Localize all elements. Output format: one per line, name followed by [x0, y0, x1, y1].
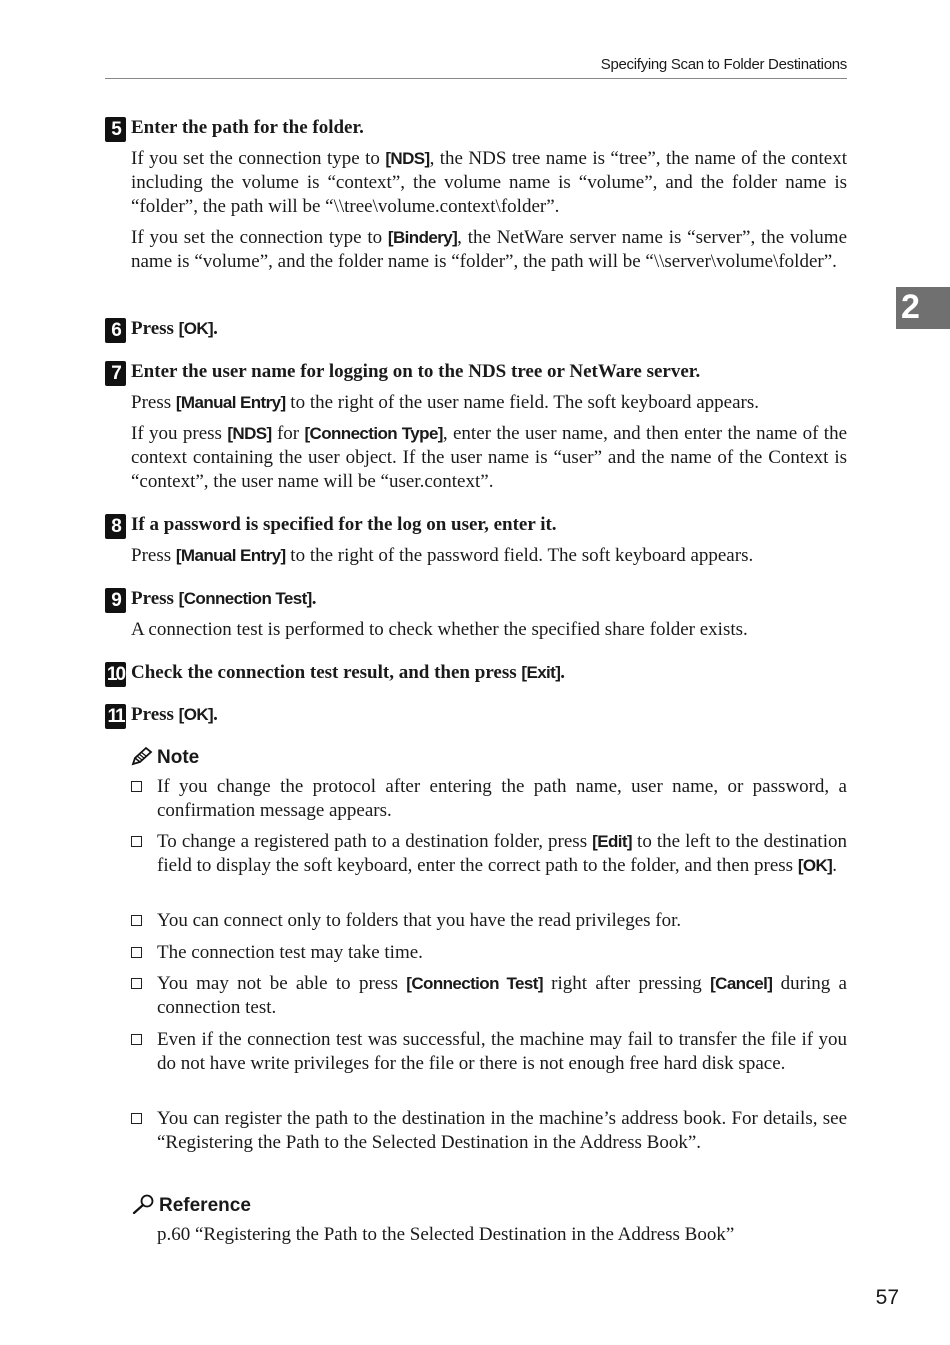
- note-item: [131, 775, 847, 823]
- page-header: [105, 56, 847, 79]
- key-label: [OK]: [178, 705, 214, 724]
- key-label: [Bindery]: [387, 228, 458, 247]
- step-paragraph: If you press [NDS] for [Connection Type], enter the user name, and then enter the name of the context containing the user object. If the user name is “user” and the name of the Context is “context”, the user name will be “user.context”.: [131, 423, 848, 492]
- note-text: Even if the connection test was successful, the machine may fail to transfer the file if you do not have write privileges for the file or there is not enough free hard disk space.: [157, 1029, 847, 1074]
- key-label: [Cancel]: [710, 974, 773, 993]
- note-title: Note: [157, 747, 200, 768]
- checkbox-bullet-icon: [131, 781, 142, 792]
- checkbox-bullet-icon: [131, 836, 142, 847]
- chapter-number: 2: [901, 288, 918, 326]
- key-label: [OK]: [178, 319, 214, 338]
- step-paragraph: If you set the connection type to [NDS], the NDS tree name is “tree”, the name of the context including the volume is “context”, the volume name is “volume”, and the folder name is “folder”, the path will be “\\tree\volume.context\folder”.: [131, 148, 848, 217]
- note-text: You may not be able to press [Connection Test] right after pressing [Cancel] during a connection test.: [157, 973, 847, 1018]
- running-header-title: Specifying Scan to Folder Destinations: [600, 56, 847, 73]
- step-number-badge: 11: [105, 704, 126, 729]
- note-text: You can register the path to the destination in the machine’s address book. For details, see “Registering the Path to the Selected Destination in the Address Book”.: [157, 1108, 847, 1153]
- step-number-badge: 9: [105, 588, 126, 613]
- note-item: [131, 941, 847, 965]
- step-8: [105, 512, 847, 568]
- key-label: [NDS]: [385, 149, 430, 168]
- step-heading: Press [Connection Test].: [131, 588, 317, 609]
- key-label: [Manual Entry]: [175, 393, 286, 412]
- key-label: [Edit]: [592, 832, 632, 851]
- key-label: [Exit]: [521, 663, 561, 682]
- step-10: [105, 660, 847, 686]
- step-11: [105, 702, 847, 728]
- step-heading: Enter the user name for logging on to the NDS tree or NetWare server.: [131, 361, 701, 382]
- checkbox-bullet-icon: [131, 1034, 142, 1045]
- step-number-badge: 5: [105, 117, 126, 142]
- step-6: [105, 316, 847, 342]
- checkbox-bullet-icon: [131, 947, 142, 958]
- step-number-badge: 7: [105, 361, 126, 386]
- key-label: [Manual Entry]: [175, 546, 286, 565]
- reference-title: Reference: [159, 1195, 251, 1216]
- note-item: [131, 1107, 847, 1155]
- key-label: [OK]: [797, 856, 833, 875]
- note-text: You can connect only to folders that you have the read privileges for.: [157, 910, 682, 931]
- step-paragraph: A connection test is performed to check whether the specified share folder exists.: [131, 619, 748, 640]
- step-paragraph: If you set the connection type to [Bindery], the NetWare server name is “server”, the volume name is “volume”, and the folder name is “folder”, the path will be “\\server\volume\folder”.: [131, 227, 847, 272]
- note-heading: [131, 746, 199, 769]
- note-text: To change a registered path to a destination folder, press [Edit] to the left to the destination field to display the soft keyboard, enter the correct path to the folder, and then press [OK].: [157, 831, 847, 876]
- step-heading: Check the connection test result, and then press [Exit].: [131, 662, 566, 683]
- page-number: 57: [875, 1286, 899, 1309]
- step-paragraph: Press [Manual Entry] to the right of the user name field. The soft keyboard appears.: [131, 392, 759, 413]
- note-item: [131, 830, 847, 878]
- note-item: [131, 1028, 847, 1076]
- step-number-badge: 6: [105, 318, 126, 343]
- step-5: [105, 115, 847, 274]
- step-paragraph: Press [Manual Entry] to the right of the password field. The soft keyboard appears.: [131, 545, 754, 566]
- step-heading: Press [OK].: [131, 318, 218, 339]
- key-label: [Connection Type]: [304, 424, 443, 443]
- magnifier-icon: [131, 1194, 155, 1214]
- step-heading: Enter the path for the folder.: [131, 117, 364, 138]
- step-number-badge: 8: [105, 514, 126, 539]
- key-label: [NDS]: [227, 424, 272, 443]
- note-text: If you change the protocol after entering the path name, user name, or password, a confirmation message appears.: [157, 776, 847, 821]
- key-label: [Connection Test]: [406, 974, 543, 993]
- note-item: [131, 972, 847, 1020]
- pencil-icon: [131, 746, 153, 766]
- reference-heading: [131, 1194, 251, 1217]
- note-text: The connection test may take time.: [157, 942, 423, 963]
- checkbox-bullet-icon: [131, 978, 142, 989]
- checkbox-bullet-icon: [131, 1113, 142, 1124]
- step-9: [105, 586, 847, 642]
- step-heading: If a password is specified for the log on user, enter it.: [131, 514, 557, 535]
- step-heading: Press [OK].: [131, 704, 218, 725]
- key-label: [Connection Test]: [178, 589, 312, 608]
- reference-text: p.60 “Registering the Path to the Selected Destination in the Address Book”: [157, 1224, 735, 1245]
- step-number-badge: 10: [106, 664, 125, 685]
- step-7: [105, 359, 847, 494]
- chapter-tab: [896, 287, 950, 329]
- checkbox-bullet-icon: [131, 915, 142, 926]
- note-item: [131, 909, 847, 933]
